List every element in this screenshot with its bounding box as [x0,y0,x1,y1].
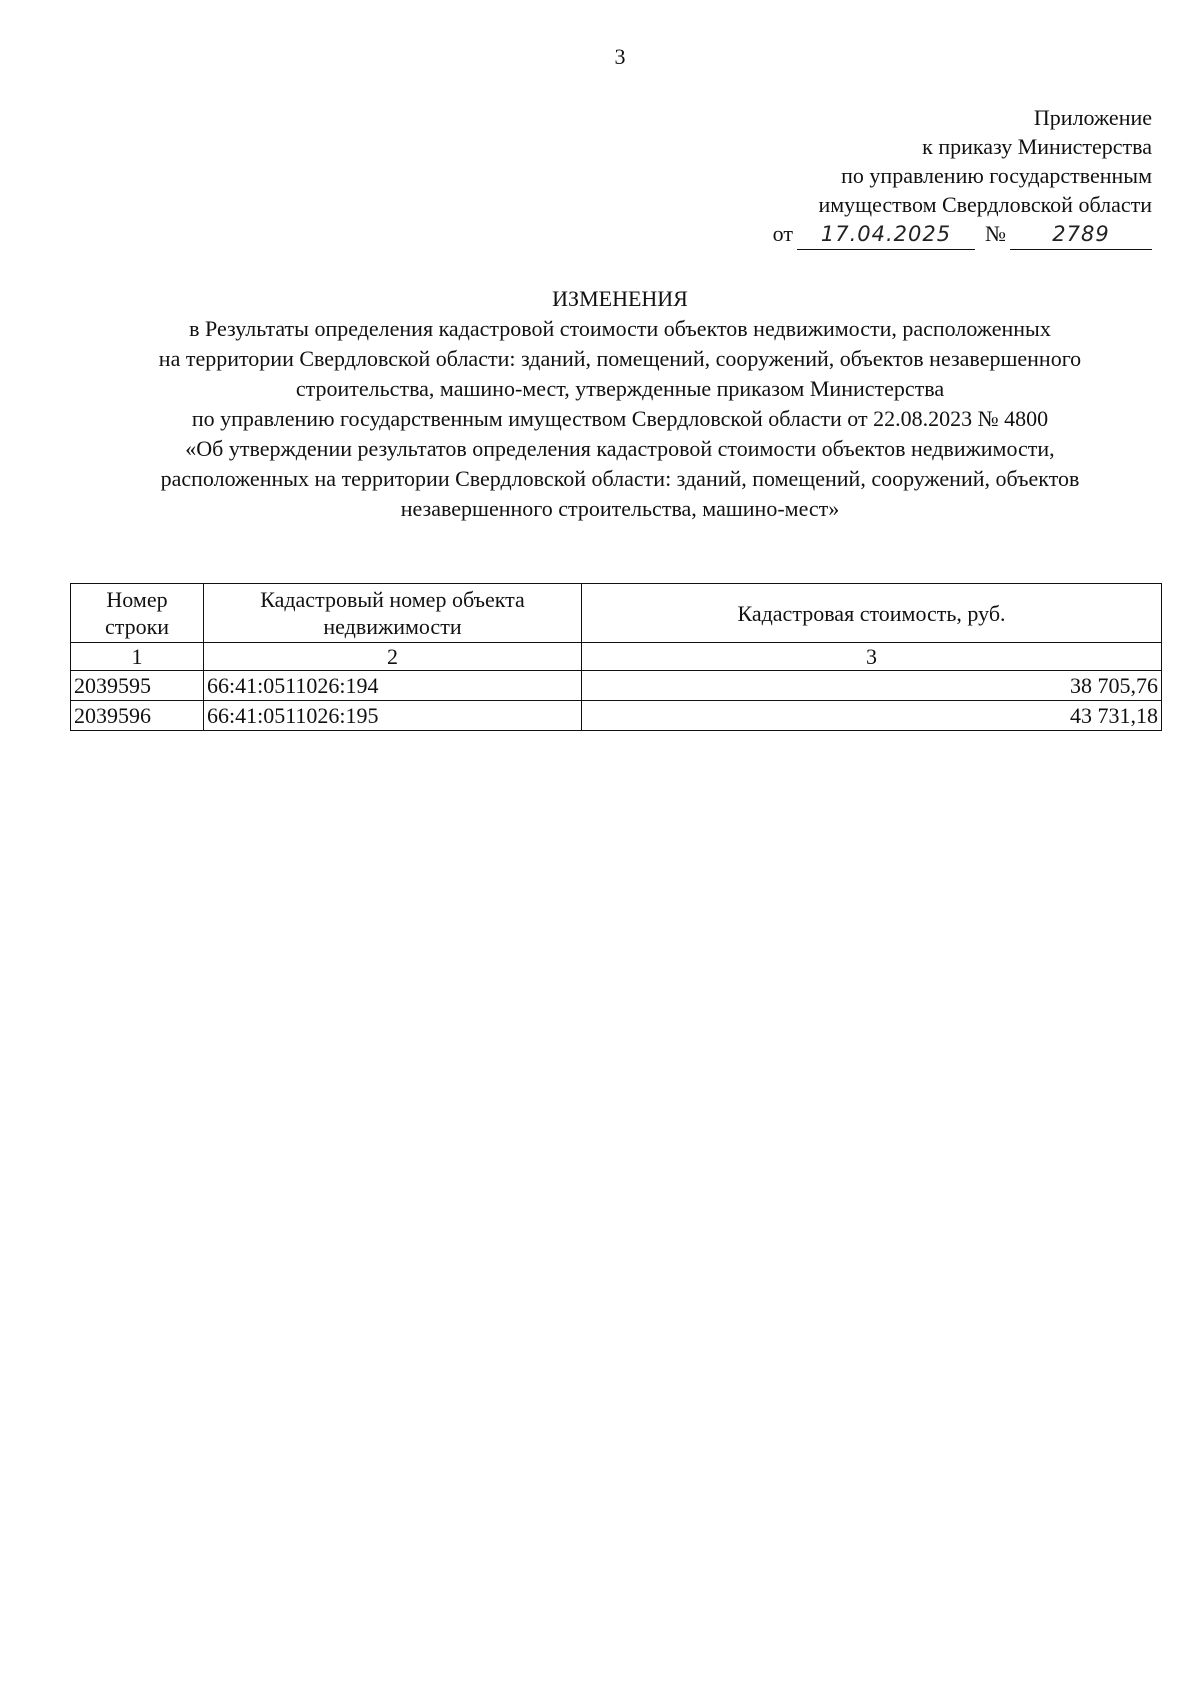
number-prefix: № [985,221,1006,246]
order-date-handwritten: 17.04.2025 [797,220,975,250]
heading-line: в Результаты определения кадастровой стоимости объектов недвижимости, расположенных [189,316,1051,341]
cell-cadastral-number: 66:41:0511026:194 [204,671,582,701]
appendix-line-2: к приказу Министерства [922,134,1152,159]
header-cadastral-value: Кадастровая стоимость, руб. [582,584,1162,643]
cell-cadastral-number: 66:41:0511026:195 [204,701,582,731]
cell-row-number: 2039595 [71,671,204,701]
table-row [71,671,1162,701]
table-row [71,701,1162,731]
heading-line: строительства, машино-мест, утвержденные приказом Министерства [295,376,945,401]
column-number: 2 [204,643,582,671]
appendix-line-4: имуществом Свердловской области [818,192,1152,217]
document-heading [0,284,1200,524]
appendix-line-3: по управлению государственным [841,163,1152,188]
heading-title: ИЗМЕНЕНИЯ [552,286,688,311]
order-date-number-line [773,219,1152,250]
column-number: 1 [71,643,204,671]
date-prefix: от [772,221,793,246]
order-number-handwritten: 2789 [1010,220,1152,250]
page-number: 3 [614,44,626,69]
heading-line: по управлению государственным имуществом Свердловской области от 22.08.2023 № 4800 [191,406,1049,431]
column-number-row [71,643,1162,671]
heading-line: «Об утверждении результатов определения кадастровой стоимости объектов недвижимости, [185,436,1055,461]
header-cadastral-number: Кадастровый номер объекта недвижимости [204,584,582,643]
appendix-line-1: Приложение [1033,105,1152,130]
cell-row-number: 2039596 [71,701,204,731]
header-row-number: Номер строки [71,584,204,643]
cadastral-value-table [70,583,1162,731]
cell-cadastral-value: 38 705,76 [582,671,1162,701]
table-header-row [71,584,1162,643]
heading-line: на территории Свердловской области: зданий, помещений, сооружений, объектов незавершенного [158,346,1082,371]
heading-line: незавершенного строительства, машино-мест» [400,496,840,521]
appendix-block [773,103,1152,250]
column-number: 3 [582,643,1162,671]
cell-cadastral-value: 43 731,18 [582,701,1162,731]
heading-line: расположенных на территории Свердловской области: зданий, помещений, сооружений, объектов [160,466,1080,491]
